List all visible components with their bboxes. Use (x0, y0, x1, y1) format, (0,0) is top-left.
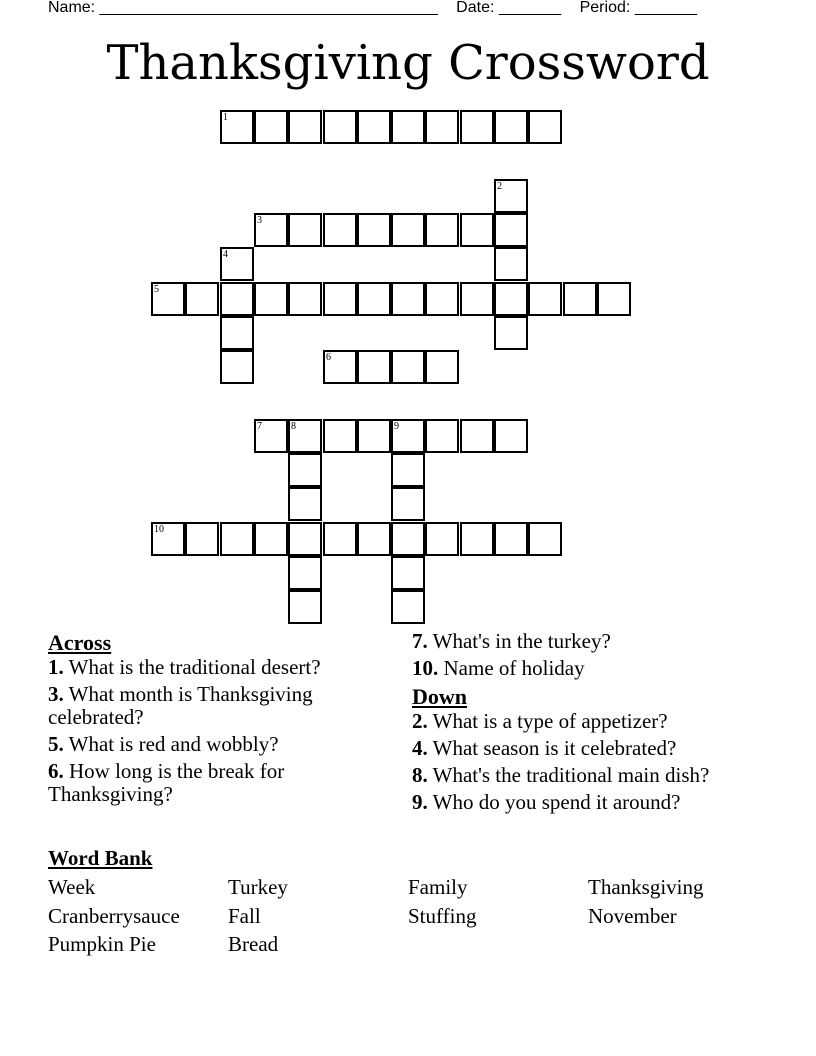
crossword-cell[interactable] (288, 522, 322, 556)
crossword-cell[interactable] (391, 110, 425, 144)
crossword-cell[interactable] (220, 282, 254, 316)
crossword-cell[interactable] (494, 316, 528, 350)
clue-number: 6 (326, 352, 331, 363)
crossword-cell[interactable] (494, 419, 528, 453)
crossword-cell[interactable] (391, 419, 425, 453)
clue-number: 2 (497, 181, 502, 192)
crossword-cell[interactable] (220, 247, 254, 281)
crossword-cell[interactable] (391, 453, 425, 487)
crossword-cell[interactable] (391, 522, 425, 556)
crossword-cell[interactable] (254, 282, 288, 316)
clue-down-9: 9. Who do you spend it around? (412, 790, 681, 814)
crossword-cell[interactable] (597, 282, 631, 316)
clue-across-7: 7. What's in the turkey? (412, 629, 611, 653)
crossword-cell[interactable] (425, 350, 459, 384)
clue-across-10: 10. Name of holiday (412, 656, 585, 680)
crossword-cell[interactable] (357, 350, 391, 384)
crossword-cell[interactable] (528, 522, 562, 556)
crossword-cell[interactable] (391, 350, 425, 384)
crossword-cell[interactable] (528, 282, 562, 316)
word-bank-item: Family (408, 875, 468, 899)
crossword-cell[interactable] (323, 110, 357, 144)
crossword-cell[interactable] (288, 110, 322, 144)
crossword-cell[interactable] (425, 282, 459, 316)
crossword-cell[interactable] (288, 590, 322, 624)
crossword-cell[interactable] (288, 556, 322, 590)
crossword-cell[interactable] (391, 590, 425, 624)
crossword-cell[interactable] (220, 350, 254, 384)
down-heading: Down (412, 684, 468, 709)
crossword-cell[interactable] (185, 522, 219, 556)
page-title: Thanksgiving Crossword (106, 35, 710, 91)
crossword-cell[interactable] (288, 487, 322, 521)
crossword-cell[interactable] (494, 213, 528, 247)
crossword-cell[interactable] (460, 110, 494, 144)
period-field: Period: _______ (579, 0, 698, 16)
crossword-cell[interactable] (494, 247, 528, 281)
crossword-cell[interactable] (323, 350, 357, 384)
crossword-cell[interactable] (357, 419, 391, 453)
clue-down-2: 2. What is a type of appetizer? (412, 709, 668, 733)
crossword-cell[interactable] (254, 522, 288, 556)
crossword-cell[interactable] (528, 110, 562, 144)
crossword-cell[interactable] (425, 419, 459, 453)
clue-number: 5 (154, 284, 159, 295)
crossword-cell[interactable] (185, 282, 219, 316)
word-bank-item: Week (48, 875, 96, 899)
crossword-cell[interactable] (425, 522, 459, 556)
clue-number: 4 (223, 249, 228, 260)
word-bank-item: Turkey (228, 875, 288, 899)
crossword-cell[interactable] (323, 213, 357, 247)
clue-number: 3 (257, 215, 262, 226)
date-field: Date: _______ (456, 0, 562, 16)
crossword-cell[interactable] (357, 522, 391, 556)
clue-across-1: 1. What is the traditional desert? (48, 655, 321, 679)
crossword-cell[interactable] (357, 213, 391, 247)
word-bank-item: Fall (228, 904, 261, 928)
word-bank-item: Thanksgiving (588, 875, 704, 899)
word-bank-item: Pumpkin Pie (48, 932, 156, 956)
crossword-cell[interactable] (460, 282, 494, 316)
word-bank-item: Cranberrysauce (48, 904, 180, 928)
crossword-cell[interactable] (494, 282, 528, 316)
crossword-cell[interactable] (391, 487, 425, 521)
crossword-cell[interactable] (288, 419, 322, 453)
header-fields (48, 0, 711, 17)
clue-number: 9 (394, 421, 399, 432)
crossword-cell[interactable] (288, 453, 322, 487)
crossword-cell[interactable] (563, 282, 597, 316)
crossword-cell[interactable] (254, 419, 288, 453)
crossword-cell[interactable] (323, 419, 357, 453)
crossword-cell[interactable] (357, 282, 391, 316)
crossword-cell[interactable] (220, 316, 254, 350)
across-heading: Across (48, 630, 112, 655)
crossword-cell[interactable] (460, 419, 494, 453)
word-bank-item: Bread (228, 932, 279, 956)
crossword-cell[interactable] (494, 522, 528, 556)
crossword-cell[interactable] (425, 213, 459, 247)
crossword-cell[interactable] (425, 110, 459, 144)
crossword-cell[interactable] (494, 179, 528, 213)
crossword-cell[interactable] (254, 213, 288, 247)
crossword-cell[interactable] (220, 110, 254, 144)
clue-number: 10 (154, 524, 164, 535)
clue-number: 7 (257, 421, 262, 432)
crossword-cell[interactable] (323, 282, 357, 316)
crossword-cell[interactable] (391, 282, 425, 316)
crossword-cell[interactable] (460, 522, 494, 556)
crossword-cell[interactable] (151, 522, 185, 556)
crossword-cell[interactable] (323, 522, 357, 556)
crossword-cell[interactable] (288, 282, 322, 316)
clue-number: 1 (223, 112, 228, 123)
clue-number: 8 (291, 421, 296, 432)
crossword-cell[interactable] (357, 110, 391, 144)
crossword-cell[interactable] (391, 213, 425, 247)
word-bank-heading: Word Bank (48, 846, 153, 870)
crossword-cell[interactable] (254, 110, 288, 144)
crossword-cell[interactable] (460, 213, 494, 247)
crossword-cell[interactable] (288, 213, 322, 247)
across-clues-column (48, 630, 388, 810)
clue-down-4: 4. What season is it celebrated? (412, 736, 677, 760)
clue-across-3: 3. What month is Thanksgiving celebrated? (48, 682, 313, 729)
name-field: Name: ______________________________________ (48, 0, 438, 16)
clue-across-6: 6. How long is the break for Thanksgiving? (48, 759, 285, 806)
down-clues-column (412, 630, 772, 818)
crossword-cell[interactable] (494, 110, 528, 144)
crossword-cell[interactable] (151, 282, 185, 316)
clue-across-5: 5. What is red and wobbly? (48, 732, 279, 756)
crossword-cell[interactable] (391, 556, 425, 590)
clue-down-8: 8. What's the traditional main dish? (412, 763, 710, 787)
crossword-cell[interactable] (220, 522, 254, 556)
word-bank-item: Stuffing (408, 904, 477, 928)
word-bank-item: November (588, 904, 677, 928)
